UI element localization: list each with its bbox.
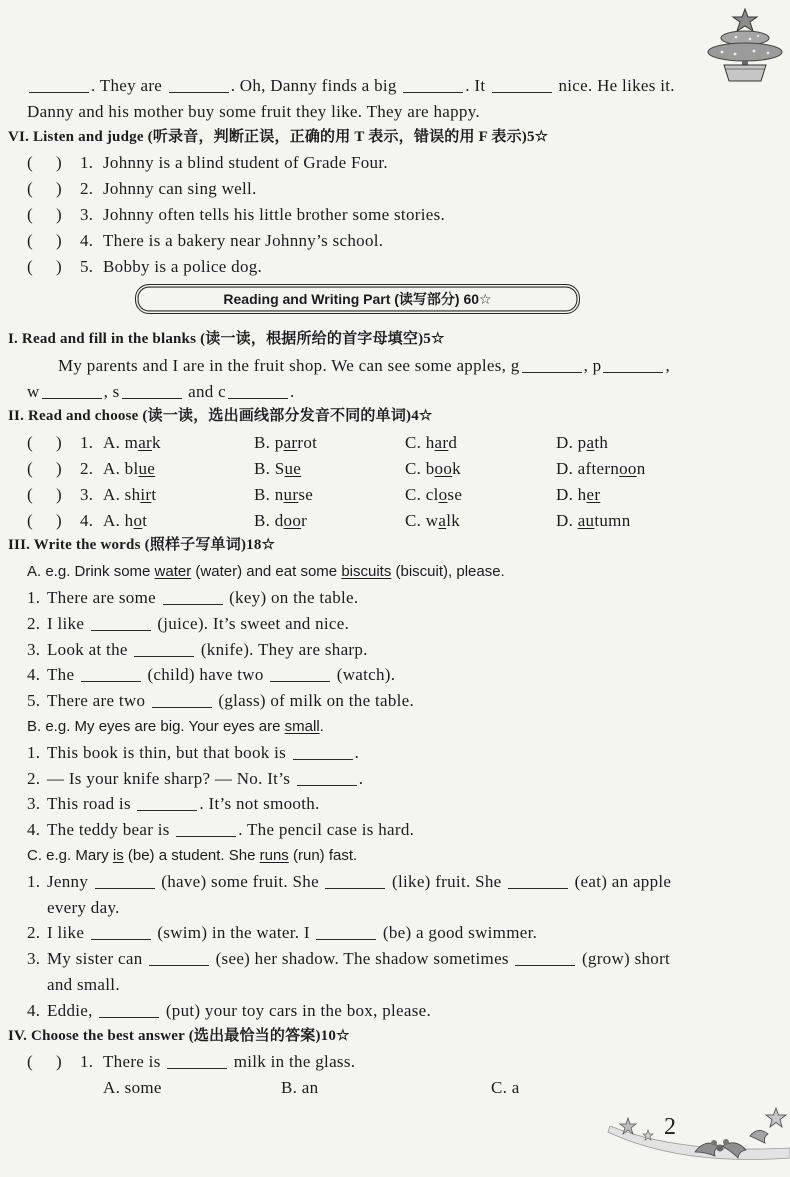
answer-blank — [297, 784, 357, 786]
item-number: 1. — [27, 588, 41, 608]
item-number: 3. — [27, 639, 41, 659]
answer-blank — [325, 887, 385, 889]
answer-bracket — [27, 482, 80, 508]
exercise-item — [0, 585, 790, 611]
bracket-close: ) — [56, 230, 62, 250]
underlined-text: ue — [284, 459, 302, 479]
option-b — [254, 482, 313, 508]
answer-blank — [228, 397, 288, 399]
text-run: . — [290, 381, 295, 401]
text-run: rot — [297, 433, 318, 453]
text-run: B. p — [254, 433, 284, 453]
text-run: (put) your toy cars in the box, please. — [161, 1000, 432, 1020]
item-text — [47, 614, 349, 633]
text-run: (glass) of milk on the table. — [213, 691, 415, 711]
underlined-text: runs — [259, 847, 289, 864]
exercise-item — [0, 946, 790, 972]
bracket-open: ( — [27, 179, 33, 199]
item-text: Bobby is a police dog. — [103, 256, 263, 276]
underlined-text: ir — [140, 484, 152, 504]
answer-blank — [515, 964, 575, 966]
answer-blank — [91, 938, 151, 940]
text-run: (grow) short — [577, 949, 671, 969]
bracket-open: ( — [27, 204, 33, 224]
answer-bracket — [27, 430, 80, 456]
text-run: (have) some fruit. She — [156, 871, 324, 891]
underlined-text: ar — [434, 433, 449, 453]
bracket-open: ( — [27, 153, 33, 173]
judge-item — [0, 150, 790, 176]
item-text — [47, 794, 320, 813]
text-run: The teddy bear is — [47, 820, 175, 840]
text-run: B. e.g. My eyes are big. Your eyes are — [27, 718, 285, 736]
text-run: (run) fast. — [288, 847, 358, 864]
text-run: A. bl — [103, 459, 139, 479]
judge-item — [0, 228, 790, 254]
bracket-open: ( — [27, 1052, 33, 1072]
text-run: The — [47, 665, 79, 685]
text-run: (juice). It’s sweet and nice. — [152, 613, 350, 633]
text-run: milk in the glass. — [229, 1052, 356, 1072]
bracket-close: ) — [56, 256, 62, 276]
item-number: 1. — [27, 871, 41, 891]
text-run: se — [298, 484, 314, 504]
bracket-open: ( — [27, 484, 33, 504]
text-run: Danny and his mother buy some fruit they like. They are happy. — [27, 101, 480, 121]
text-run: A. e.g. Drink some — [27, 563, 155, 581]
answer-blank — [169, 91, 229, 93]
section-heading-write-words: III. Write the words (照样子写单词)18☆ — [8, 537, 276, 554]
answer-bracket — [27, 228, 80, 254]
text-run: C. cl — [405, 484, 439, 504]
section-heading-fill-blanks: I. Read and fill in the blanks (读一读，根据所给的首字母填空)5☆ — [8, 331, 445, 348]
item-number: 2. — [80, 179, 94, 199]
answer-bracket — [27, 508, 80, 534]
judge-item — [0, 254, 790, 280]
answer-blank — [492, 91, 552, 93]
answer-blank — [293, 758, 353, 760]
item-number: 2. — [27, 923, 41, 943]
text-run: , — [665, 355, 671, 375]
exercise-item — [0, 869, 790, 895]
text-run: every day. — [47, 897, 120, 917]
text-run: . They are — [91, 76, 167, 95]
choose-item — [0, 482, 790, 508]
text-run: , s — [103, 381, 120, 401]
text-run: r — [301, 510, 308, 530]
bracket-open: ( — [27, 459, 33, 479]
text-run: . — [358, 768, 364, 788]
best-answer-item — [0, 1049, 790, 1075]
option-c — [405, 430, 457, 456]
underlined-text: oo — [619, 459, 637, 479]
item-text: Johnny is a blind student of Grade Four. — [103, 153, 388, 173]
text-run: (biscuit), please. — [391, 563, 505, 581]
option-c — [405, 456, 461, 482]
answer-bracket — [27, 150, 80, 176]
text-run: C. h — [405, 433, 435, 453]
item-text — [103, 1052, 355, 1071]
answer-blank — [508, 887, 568, 889]
item-text: Johnny often tells his little brother some stories. — [103, 204, 446, 224]
item-number: 3. — [80, 204, 94, 224]
exercise-item — [0, 998, 790, 1024]
item-number: 2. — [80, 459, 94, 479]
text-run: A. h — [103, 510, 134, 530]
option-a — [103, 430, 161, 456]
option-c — [405, 508, 460, 534]
answer-blank — [403, 91, 463, 93]
item-number: 5. — [80, 256, 94, 276]
bracket-close: ) — [56, 484, 62, 504]
text-run: C. b — [405, 459, 435, 479]
section-heading-read-choose: II. Read and choose (读一读，选出画线部分发音不同的单词)4☆ — [8, 408, 433, 425]
text-run: th — [594, 433, 609, 453]
underlined-text: oo — [283, 510, 302, 530]
item-number: 1. — [80, 153, 94, 173]
answer-blank — [176, 835, 236, 837]
text-run: D. aftern — [556, 459, 620, 479]
part-banner-block — [0, 279, 790, 327]
underlined-text: ue — [138, 459, 156, 479]
worksheet-content — [0, 73, 790, 1101]
exercise-item — [0, 662, 790, 688]
text-run: B. d — [254, 510, 284, 530]
answer-blank — [316, 938, 376, 940]
answer-blank — [149, 964, 209, 966]
underlined-text: a — [438, 510, 447, 530]
exercise-item — [0, 740, 790, 766]
bracket-close: ) — [56, 433, 62, 453]
item-number: 3. — [27, 794, 41, 814]
text-run: . — [354, 742, 360, 762]
fill-blanks-line — [0, 353, 790, 379]
underlined-text: au — [577, 510, 595, 530]
option-b: B. an — [281, 1078, 319, 1098]
option-b — [254, 508, 307, 534]
text-run: This book is thin, but that book is — [47, 742, 291, 762]
item-text — [47, 769, 363, 788]
text-run: lk — [446, 510, 461, 530]
item-text: Johnny can sing well. — [103, 179, 257, 199]
item-text — [47, 640, 368, 659]
item-number: 3. — [27, 949, 41, 969]
text-run: k — [452, 459, 461, 479]
text-run: (like) fruit. She — [387, 871, 507, 891]
answer-blank — [134, 655, 194, 657]
answer-blank — [270, 680, 330, 682]
option-d — [556, 430, 608, 456]
section-heading-best-answer: IV. Choose the best answer (选出最恰当的答案)10☆ — [8, 1027, 350, 1044]
answer-blank — [122, 397, 182, 399]
page-number: 2 — [664, 1114, 676, 1140]
answer-bracket — [27, 1049, 80, 1075]
item-number: 1. — [80, 433, 94, 453]
answer-bracket — [27, 202, 80, 228]
answer-blank — [137, 809, 197, 811]
text-run: (knife). They are sharp. — [196, 639, 368, 659]
fill-blanks-line — [0, 379, 790, 405]
text-run: Jenny — [47, 871, 93, 891]
example-line-a — [0, 559, 790, 585]
bracket-close: ) — [56, 153, 62, 173]
answer-blank — [95, 887, 155, 889]
item-number: 2. — [27, 768, 41, 788]
text-run: — Is your knife sharp? — No. It’s — [47, 768, 295, 788]
bracket-open: ( — [27, 433, 33, 453]
underlined-text: water — [154, 563, 192, 581]
bracket-open: ( — [27, 256, 33, 276]
text-run: D. — [556, 510, 578, 530]
part-banner: Reading and Writing Part (读写部分) 60☆ — [135, 284, 580, 314]
choose-item — [0, 456, 790, 482]
choose-item — [0, 508, 790, 534]
example-line-b — [0, 714, 790, 740]
answer-blank — [91, 629, 151, 631]
item-text — [47, 665, 395, 684]
item-text — [47, 691, 414, 710]
passage-line — [0, 73, 790, 99]
answer-blank — [99, 1016, 159, 1018]
text-run: tumn — [594, 510, 631, 530]
answer-blank — [603, 371, 663, 373]
item-text — [47, 949, 670, 968]
text-run: . It — [465, 76, 490, 95]
text-run: C. e.g. Mary — [27, 847, 113, 864]
text-run: se — [447, 484, 463, 504]
underlined-text: is — [112, 847, 124, 864]
text-run: . Oh, Danny finds a big — [230, 76, 402, 95]
holly-stars-icon — [600, 1096, 790, 1177]
item-number: 1. — [27, 742, 41, 762]
text-run: D. p — [556, 433, 587, 453]
item-text — [47, 923, 537, 942]
item-number: 2. — [27, 613, 41, 633]
answer-bracket — [27, 456, 80, 482]
answer-blank — [152, 706, 212, 708]
option-b — [254, 456, 301, 482]
example-line-c — [0, 843, 790, 869]
text-run: D. h — [556, 484, 587, 504]
text-run: There are some — [47, 588, 161, 608]
judge-item — [0, 202, 790, 228]
text-run: Look at the — [47, 639, 133, 659]
text-run: (swim) in the water. I — [152, 923, 315, 943]
text-run: , p — [583, 355, 602, 375]
item-text — [47, 1001, 431, 1020]
item-text — [47, 588, 358, 607]
judge-item — [0, 176, 790, 202]
text-run: nice. He likes it. — [553, 76, 675, 95]
text-run: and c — [183, 381, 227, 401]
option-a — [103, 508, 147, 534]
text-run: Eddie, — [47, 1000, 98, 1020]
text-run: (watch). — [332, 665, 396, 685]
text-run: There are two — [47, 691, 150, 711]
option-d — [556, 508, 631, 534]
exercise-item — [0, 766, 790, 792]
answer-blank — [42, 397, 102, 399]
text-run: w — [27, 381, 40, 401]
item-number: 4. — [27, 1000, 41, 1020]
text-run: C. w — [405, 510, 439, 530]
exercise-item — [0, 791, 790, 817]
exercise-item — [0, 688, 790, 714]
text-run: t — [142, 510, 148, 530]
bracket-open: ( — [27, 510, 33, 530]
text-run: k — [152, 433, 161, 453]
exercise-item — [0, 637, 790, 663]
bracket-close: ) — [56, 179, 62, 199]
option-c: C. a — [491, 1078, 520, 1098]
text-run: I like — [47, 613, 89, 633]
text-run: I like — [47, 923, 89, 943]
bracket-close: ) — [56, 204, 62, 224]
option-d — [556, 456, 646, 482]
text-run: (key) on the table. — [224, 588, 359, 608]
text-run: . It’s not smooth. — [199, 794, 320, 814]
item-number: 1. — [80, 1052, 94, 1072]
text-run: A. m — [103, 433, 139, 453]
underlined-text: ar — [138, 433, 153, 453]
underlined-text: biscuits — [341, 563, 392, 581]
item-text — [47, 743, 359, 762]
option-b — [254, 430, 317, 456]
option-a — [103, 456, 155, 482]
item-text — [47, 820, 414, 839]
answer-blank — [163, 603, 223, 605]
text-run: (be) a student. She — [123, 847, 260, 864]
bracket-close: ) — [56, 510, 62, 530]
option-a: A. some — [103, 1078, 162, 1098]
item-number: 4. — [80, 510, 94, 530]
text-run: There is — [103, 1052, 166, 1072]
item-continuation — [0, 972, 790, 998]
exercise-item — [0, 920, 790, 946]
exercise-item — [0, 817, 790, 843]
bracket-close: ) — [56, 459, 62, 479]
item-number: 3. — [80, 484, 94, 504]
answer-blank — [29, 91, 89, 93]
answer-blank — [167, 1067, 227, 1069]
option-a — [103, 482, 156, 508]
text-run: A. sh — [103, 484, 141, 504]
item-text — [47, 872, 671, 891]
item-number: 4. — [27, 665, 41, 685]
text-run: My parents and I are in the fruit shop. We can see some apples, g — [58, 355, 520, 375]
underlined-text: o — [133, 510, 143, 530]
bracket-close: ) — [56, 1052, 62, 1072]
item-continuation — [0, 895, 790, 921]
text-run: (child) have two — [142, 665, 269, 685]
text-run: (eat) an apple — [570, 871, 672, 891]
bracket-open: ( — [27, 230, 33, 250]
item-number: 4. — [27, 820, 41, 840]
underlined-text: ur — [283, 484, 299, 504]
text-run: (see) her shadow. The shadow sometimes — [211, 949, 514, 969]
answer-blank — [522, 371, 582, 373]
underlined-text: er — [586, 484, 601, 504]
text-run: B. S — [254, 459, 285, 479]
item-text: There is a bakery near Johnny’s school. — [103, 230, 384, 250]
underlined-text: a — [586, 433, 595, 453]
text-run: d — [448, 433, 458, 453]
text-run: My sister can — [47, 949, 148, 969]
text-run: This road is — [47, 794, 136, 814]
text-run: and small. — [47, 974, 120, 994]
text-run: n — [636, 459, 646, 479]
item-number: 5. — [27, 691, 41, 711]
text-run: t — [151, 484, 157, 504]
answer-bracket — [27, 176, 80, 202]
underlined-text: oo — [434, 459, 453, 479]
exercise-item — [0, 611, 790, 637]
item-number: 4. — [80, 230, 94, 250]
text-run: . — [319, 718, 324, 736]
underlined-text: o — [438, 484, 448, 504]
answer-bracket — [27, 254, 80, 280]
section-heading-listen-judge: VI. Listen and judge (听录音，判断正误，正确的用 T 表示，错误的用 F 表示)5☆ — [8, 128, 549, 145]
option-d — [556, 482, 600, 508]
text-run: (water) and eat some — [191, 563, 342, 581]
answer-blank — [81, 680, 141, 682]
option-c — [405, 482, 462, 508]
text-run: . The pencil case is hard. — [238, 820, 415, 840]
choose-item — [0, 430, 790, 456]
text-run: B. n — [254, 484, 284, 504]
underlined-text: small — [284, 718, 320, 736]
passage-line — [0, 99, 790, 125]
underlined-text: ar — [283, 433, 298, 453]
text-run: (be) a good swimmer. — [378, 923, 538, 943]
